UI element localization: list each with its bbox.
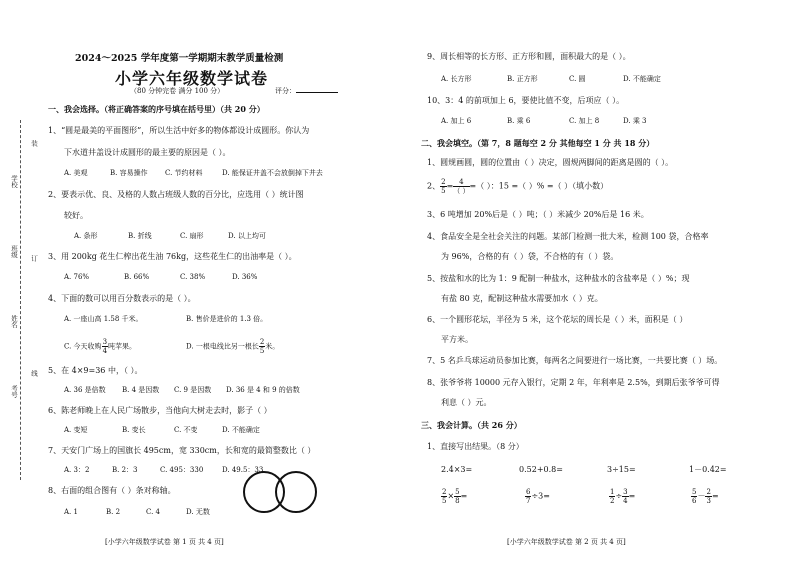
q3-option-d: D. 36% — [232, 273, 258, 281]
fraction-denominator: 5 — [441, 187, 446, 195]
fraction-numerator: 1 — [610, 488, 615, 496]
calc-row1-item3: 3÷15= — [607, 465, 636, 474]
q1-line2: 下水道井盖设计成圆形的最主要的原因是（ ）。 — [64, 148, 231, 157]
q2-line2: 较好。 — [64, 211, 88, 220]
q3-option-a: A. 76% — [64, 273, 90, 281]
q5-option-b: B. 4 是因数 — [122, 386, 160, 394]
q1-option-d: D. 能保证井盖不会放倒掉下井去 — [222, 169, 323, 177]
q2-option-d: D. 以上均可 — [228, 232, 266, 240]
q7-option-a: A. 3：2 — [64, 466, 90, 474]
fraction-denominator: 7 — [526, 497, 531, 505]
q6-option-d: D. 不能确定 — [222, 426, 260, 434]
page-footer: [小学六年级数学试卷 第 1 页 共 4 页] — [105, 538, 224, 546]
fill-q8-line1: 8、张爷爷将 10000 元存入银行，定期 2 年，年利率是 2.5%，到期后张爷爷可得 — [427, 378, 720, 387]
fraction-numerator: 3 — [623, 488, 628, 496]
fill-q6-line2: 平方米。 — [441, 335, 473, 344]
q9-option-a: A. 长方形 — [441, 75, 472, 83]
fraction-denominator: 5 — [442, 497, 447, 505]
q2-line1: 2、要表示优、良、及格的人数占班级人数的百分比，应选用（ ）统计图 — [48, 190, 304, 199]
q4-line1: 4、下面的数可以用百分数表示的是（ ）。 — [48, 294, 196, 303]
q2-option-c: C. 扇形 — [180, 232, 204, 240]
fraction-numerator: 2 — [706, 488, 711, 496]
q4-option-c-post: 吨苹果。 — [108, 342, 137, 351]
operator: ÷3= — [531, 491, 550, 501]
fraction-denominator: （ ） — [453, 187, 470, 195]
exam-header: 2024～2025 学年度第一学期期末教学质量检测 — [75, 53, 284, 64]
page-title: 小学六年级数学试卷 — [115, 69, 269, 88]
equals: = — [460, 491, 468, 501]
fill-q7: 7、5 名乒乓球运动员参加比赛，每两名之间要进行一场比赛，一共要比赛（ ）场。 — [427, 356, 723, 365]
calc-row1-item4: 1－0.42= — [689, 465, 727, 474]
two-circles-figure — [240, 470, 320, 514]
gutter-class: 班级 — [10, 245, 18, 258]
q1-option-a: A. 美观 — [64, 169, 88, 177]
q10-line1: 10、3：4 的前项加上 6，要使比值不变，后项应（ ）。 — [427, 96, 625, 105]
fraction-numerator: 4 — [453, 178, 469, 187]
q8-option-c: C. 4 — [146, 508, 161, 516]
circle-right — [276, 472, 316, 512]
q10-option-a: A. 加上 6 — [441, 117, 472, 125]
q4-option-d — [186, 338, 279, 355]
q4-option-c — [64, 338, 136, 355]
fraction-numerator: 2 — [441, 178, 446, 186]
calc-row1-item2: 0.52+0.8= — [519, 465, 563, 474]
q10-option-d: D. 乘 3 — [623, 117, 647, 125]
q6-option-c: C. 不变 — [174, 426, 198, 434]
q5-option-d: D. 36 是 4 和 9 的倍数 — [226, 386, 300, 394]
q7-option-d: D. 49.5：33 — [222, 466, 264, 474]
fraction-numerator: 6 — [526, 488, 531, 496]
q6-option-b: B. 变长 — [122, 426, 146, 434]
q9-option-c: C. 圆 — [569, 75, 586, 83]
fraction-denominator: 4 — [102, 347, 108, 355]
q3-option-b: B. 66% — [124, 273, 150, 281]
operator: ÷ — [615, 491, 623, 501]
gutter-mark-2: 订 — [30, 255, 38, 262]
fill-q2-rest: =（ ）：15 =（ ）% =（ ）（填小数） — [469, 181, 609, 191]
q6-option-a: A. 变短 — [64, 426, 88, 434]
fraction-numerator: 3 — [102, 338, 108, 346]
q8-line1: 8、右面的组合图有（ ）条对称轴。 — [48, 486, 176, 495]
fraction-denominator: 3 — [706, 497, 711, 505]
q10-option-b: B. 乘 6 — [507, 117, 531, 125]
calc-row2-item4 — [691, 488, 719, 505]
section-choice-title: 一、我会选择。（将正确答案的序号填在括号里）（共 20 分） — [48, 104, 265, 114]
fraction-denominator: 6 — [692, 497, 697, 505]
equals: = — [711, 491, 719, 501]
q2-option-a: A. 条形 — [74, 232, 98, 240]
operator: － — [697, 491, 706, 501]
calc-row2-item1 — [441, 488, 467, 505]
q1-line1: 1、“圆是最美的平面图形”，所以生活中好多的物体都设计成圆形。你认为 — [48, 126, 310, 135]
gutter-mark-3: 线 — [30, 370, 38, 377]
fraction-numerator: 5 — [692, 488, 697, 496]
q4-option-c-pre: C. 今天收购 — [64, 342, 102, 351]
q7-line1: 7、天安门广场上的国旗长 495cm，宽 330cm，长和宽的最简整数比（ ） — [48, 446, 316, 455]
fill-q2-equals: = — [446, 181, 454, 191]
q8-option-b: B. 2 — [106, 508, 121, 516]
fraction-denominator: 2 — [610, 497, 615, 505]
q7-option-c: C. 495：330 — [160, 466, 204, 474]
fill-q2-fraction-2 — [453, 178, 469, 195]
fraction-numerator: 2 — [442, 488, 447, 496]
fill-q8-line2: 利息（ ）元。 — [441, 398, 492, 407]
q4-option-b: B. 售价是进价的 1.3 倍。 — [186, 315, 268, 323]
q1-option-b: B. 容易操作 — [110, 169, 148, 177]
q3-line1: 3、用 200kg 花生仁榨出花生油 76kg，这些花生仁的出油率是（ ）。 — [48, 252, 297, 261]
q4-option-d-pre: D. 一根电线比另一根长 — [186, 342, 259, 351]
section-calc-title: 三、我会计算。（共 26 分） — [421, 420, 522, 430]
calc-row1-item1: 2.4×3= — [441, 465, 473, 474]
fraction-denominator: 8 — [455, 497, 460, 505]
fill-q6-line1: 6、一个圆形花坛，半径为 5 米，这个花坛的周长是（ ）米，面积是（ ） — [427, 315, 688, 324]
section-fill-title: 二、我会填空。（第 7，8 题每空 2 分 其他每空 1 分 共 18 分） — [421, 138, 655, 148]
calc-row2-item3 — [609, 488, 635, 505]
fraction-denominator: 4 — [623, 497, 628, 505]
fill-q5-line2: 有盐 80 克，配制这种盐水需要加水（ ）克。 — [441, 294, 603, 303]
q9-option-b: B. 正方形 — [507, 75, 538, 83]
q6-line1: 6、陈老师晚上在人民广场散步，当他向大树走去时，影子（ ） — [48, 406, 272, 415]
fill-q2-prefix: 2、 — [427, 181, 441, 191]
calc-q1-title: 1、直接写出结果。（8 分） — [427, 442, 524, 451]
circle-left — [244, 472, 284, 512]
page-footer: [小学六年级数学试卷 第 2 页 共 4 页] — [507, 538, 626, 546]
score-label-text: 评分： — [275, 87, 296, 95]
q9-option-d: D. 不能确定 — [623, 75, 661, 83]
q1-option-c: C. 节约材料 — [165, 169, 203, 177]
equals: = — [628, 491, 636, 501]
q7-option-b: B. 2：3 — [112, 466, 138, 474]
fill-q4-line1: 4、食品安全是全社会关注的问题。某部门检测一批大米，检测 100 袋，合格率 — [427, 232, 709, 241]
fill-q5-line1: 5、按盐和水的比为 1：9 配制一种盐水，这种盐水的含盐率是（ ）%；现 — [427, 274, 690, 283]
calc-row2-item2 — [525, 488, 550, 505]
fill-q2 — [427, 178, 608, 195]
gutter-name: 姓名 — [10, 315, 18, 328]
score-label — [275, 87, 338, 96]
gutter-school: 学校 — [10, 175, 18, 188]
operator: × — [447, 491, 455, 501]
q9-line1: 9、周长相等的长方形、正方形和圆，面积最大的是（ ）。 — [427, 52, 631, 61]
q3-option-c: C. 38% — [180, 273, 206, 281]
gutter-id: 考号 — [10, 385, 18, 398]
q5-line1: 5、在 4×9=36 中，（ ）。 — [48, 366, 143, 375]
q2-option-b: B. 折线 — [128, 232, 152, 240]
fill-q4-line2: 为 96%，合格的有（ ）袋，不合格的有（ ）袋。 — [441, 252, 619, 261]
gutter-mark-1: 装 — [30, 140, 38, 147]
q10-option-c: C. 加上 8 — [569, 117, 600, 125]
fill-q3: 3、6 吨增加 20%后是（ ）吨；（ ）米减少 20%后是 16 米。 — [427, 210, 649, 219]
exam-page-2 — [397, 0, 794, 561]
exam-meta: （80 分钟完卷 满分 100 分） — [130, 87, 225, 95]
fill-q1: 1、圆规画圆，圆的位置由（ ）决定，圆规两脚间的距离是圆的（ ）。 — [427, 158, 674, 167]
q4-option-a: A. 一座山高 1.58 千米。 — [64, 315, 143, 323]
q8-option-d: D. 无数 — [186, 508, 210, 516]
fraction-numerator: 2 — [259, 338, 265, 346]
q5-option-a: A. 36 是倍数 — [64, 386, 106, 394]
fraction-numerator: 5 — [455, 488, 460, 496]
q5-option-c: C. 9 是因数 — [174, 386, 212, 394]
q4-option-d-post: 米。 — [265, 342, 280, 351]
q8-option-a: A. 1 — [64, 508, 78, 516]
fraction-denominator: 5 — [259, 347, 265, 355]
